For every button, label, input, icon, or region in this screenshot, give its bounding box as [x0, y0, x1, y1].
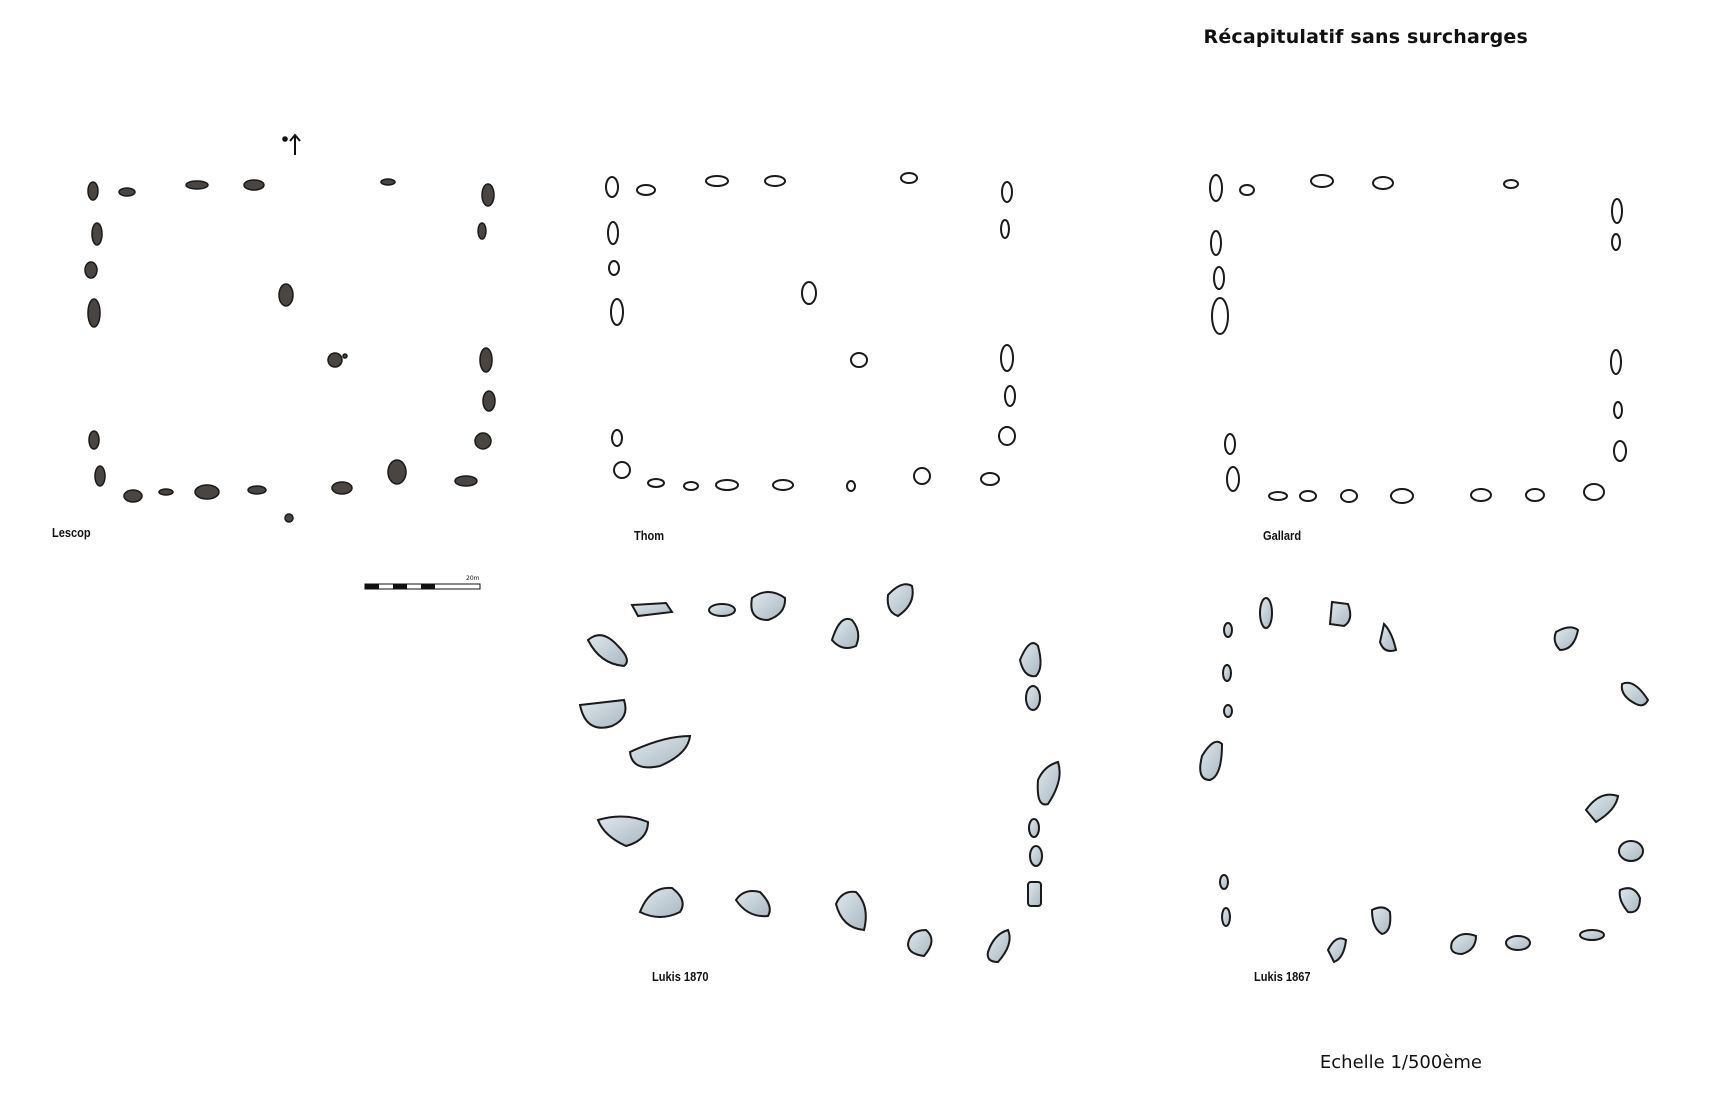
plan-lukis-1870 [580, 584, 1060, 962]
plan-label-lescop: Lescop [52, 525, 91, 540]
plan-thom [606, 173, 1015, 491]
plan-lukis-1867 [1200, 598, 1648, 962]
north-arrow-icon [283, 135, 300, 155]
svg-text:20m: 20m [466, 575, 480, 582]
plan-gallard [1210, 175, 1626, 503]
plan-label-gallard: Gallard [1263, 528, 1302, 543]
scale-note: Echelle 1/500ème [1319, 1052, 1482, 1073]
page-title: Récapitulatif sans surcharges [1203, 26, 1528, 48]
plan-label-thom: Thom [634, 528, 665, 543]
plan-lescop [85, 135, 495, 589]
plan-label-lukis-1870: Lukis 1870 [652, 969, 709, 984]
plan-label-lukis-1867: Lukis 1867 [1254, 969, 1311, 984]
scale-bar [365, 575, 480, 589]
